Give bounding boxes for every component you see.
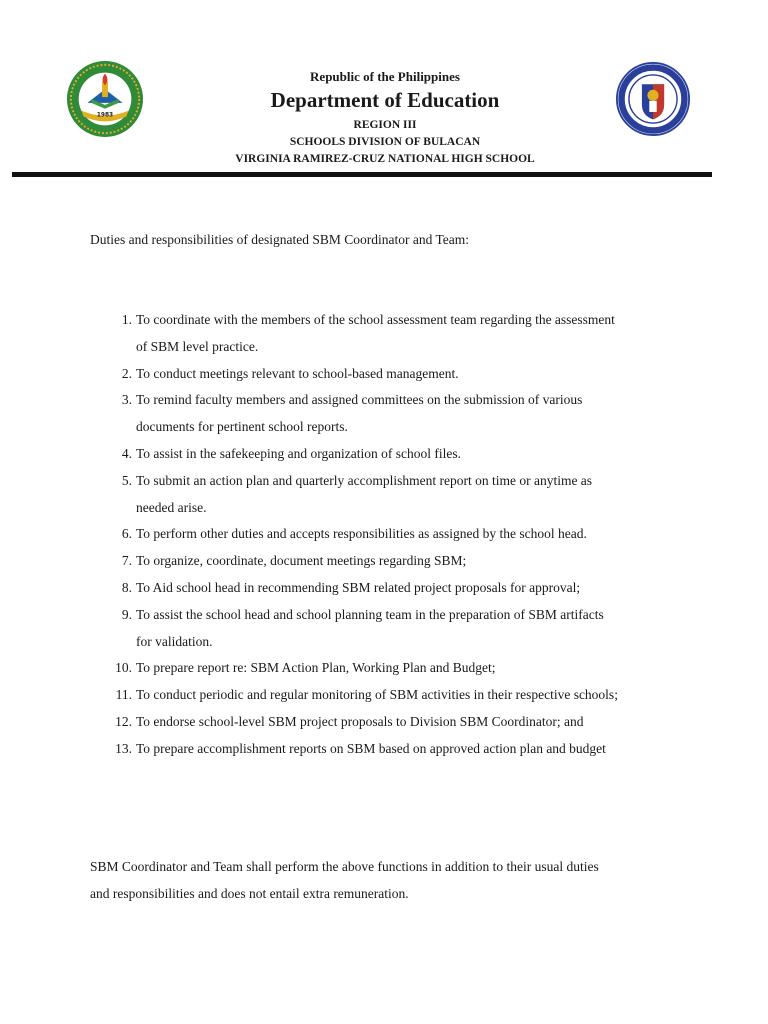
closing-paragraph — [90, 853, 690, 907]
document-header — [0, 0, 768, 180]
duty-text-line: for validation. — [136, 633, 213, 649]
duty-number: 10. — [115, 660, 132, 676]
duty-number: 1. — [121, 312, 132, 327]
duty-text-line: To organize, coordinate, document meetings regarding SBM; — [136, 553, 467, 569]
duty-text-line: To submit an action plan and quarterly accomplishment report on time or anytime as — [136, 472, 593, 488]
duty-text-line: To prepare accomplishment reports on SBM based on approved action plan and budget — [136, 740, 606, 756]
school-name: VIRGINIA RAMIREZ-CRUZ NATIONAL HIGH SCHOOL — [235, 153, 535, 165]
seal-year: 1983 — [96, 112, 114, 119]
closing-line: SBM Coordinator and Team shall perform the above functions in addition to their usual duties — [90, 859, 599, 874]
duty-number: 7. — [121, 553, 132, 569]
duty-item — [108, 521, 698, 548]
duty-number: 2. — [121, 365, 132, 381]
duty-item — [108, 602, 698, 656]
duty-text-line: To conduct periodic and regular monitoring of SBM activities in their respective schools; — [136, 687, 618, 703]
duty-number: 11. — [115, 687, 132, 703]
duty-text-line: To prepare report re: SBM Action Plan, Working Plan and Budget; — [136, 660, 496, 676]
duty-item — [108, 387, 698, 441]
duty-text-line: To perform other duties and accepts responsibilities as assigned by the school head. — [136, 526, 587, 542]
duty-number: 9. — [121, 606, 132, 622]
school-seal-icon — [66, 60, 144, 138]
duty-number: 4. — [121, 445, 132, 461]
duty-item — [108, 361, 698, 388]
duty-text-line: documents for pertinent school reports. — [136, 419, 348, 435]
intro-text: Duties and responsibilities of designated SBM Coordinator and Team: — [90, 232, 470, 247]
duty-text-line: To endorse school-level SBM project proposals to Division SBM Coordinator; and — [136, 713, 584, 729]
duty-item — [108, 307, 698, 361]
duty-text-line: To Aid school head in recommending SBM related project proposals for approval; — [136, 579, 581, 595]
duty-number: 5. — [121, 472, 132, 488]
duty-number: 12. — [115, 713, 132, 729]
duty-number: 6. — [121, 526, 132, 542]
region-line: REGION III — [353, 119, 417, 131]
duty-text-line: To assist in the safekeeping and organization of school files. — [136, 445, 461, 461]
duty-text-line: of SBM level practice. — [136, 338, 259, 354]
duty-item — [108, 655, 698, 682]
duty-number: 8. — [121, 579, 132, 595]
duties-list — [108, 307, 698, 763]
duty-item — [108, 468, 698, 522]
duty-item — [108, 548, 698, 575]
duty-item — [108, 709, 698, 736]
duty-text-line: To assist the school head and school planning team in the preparation of SBM artifacts — [136, 606, 604, 622]
duty-item — [108, 736, 698, 763]
duty-item — [108, 575, 698, 602]
duty-text-line: To remind faculty members and assigned committees on the submission of various — [136, 392, 583, 408]
deped-seal-icon — [616, 62, 690, 136]
duty-number: 3. — [121, 392, 132, 408]
department-title: Department of Education — [270, 88, 500, 112]
duty-text-line: needed arise. — [136, 499, 207, 515]
header-divider — [12, 172, 712, 177]
duty-text-line: To conduct meetings relevant to school-based management. — [136, 365, 459, 381]
duty-number: 13. — [115, 740, 132, 756]
closing-line: and responsibilities and does not entail extra remuneration. — [90, 886, 409, 901]
duty-text-line: To coordinate with the members of the school assessment team regarding the assessment — [136, 312, 615, 327]
duty-item — [108, 682, 698, 709]
division-line: SCHOOLS DIVISION OF BULACAN — [289, 136, 481, 148]
duty-item — [108, 441, 698, 468]
republic-line: Republic of the Philippines — [310, 69, 460, 84]
